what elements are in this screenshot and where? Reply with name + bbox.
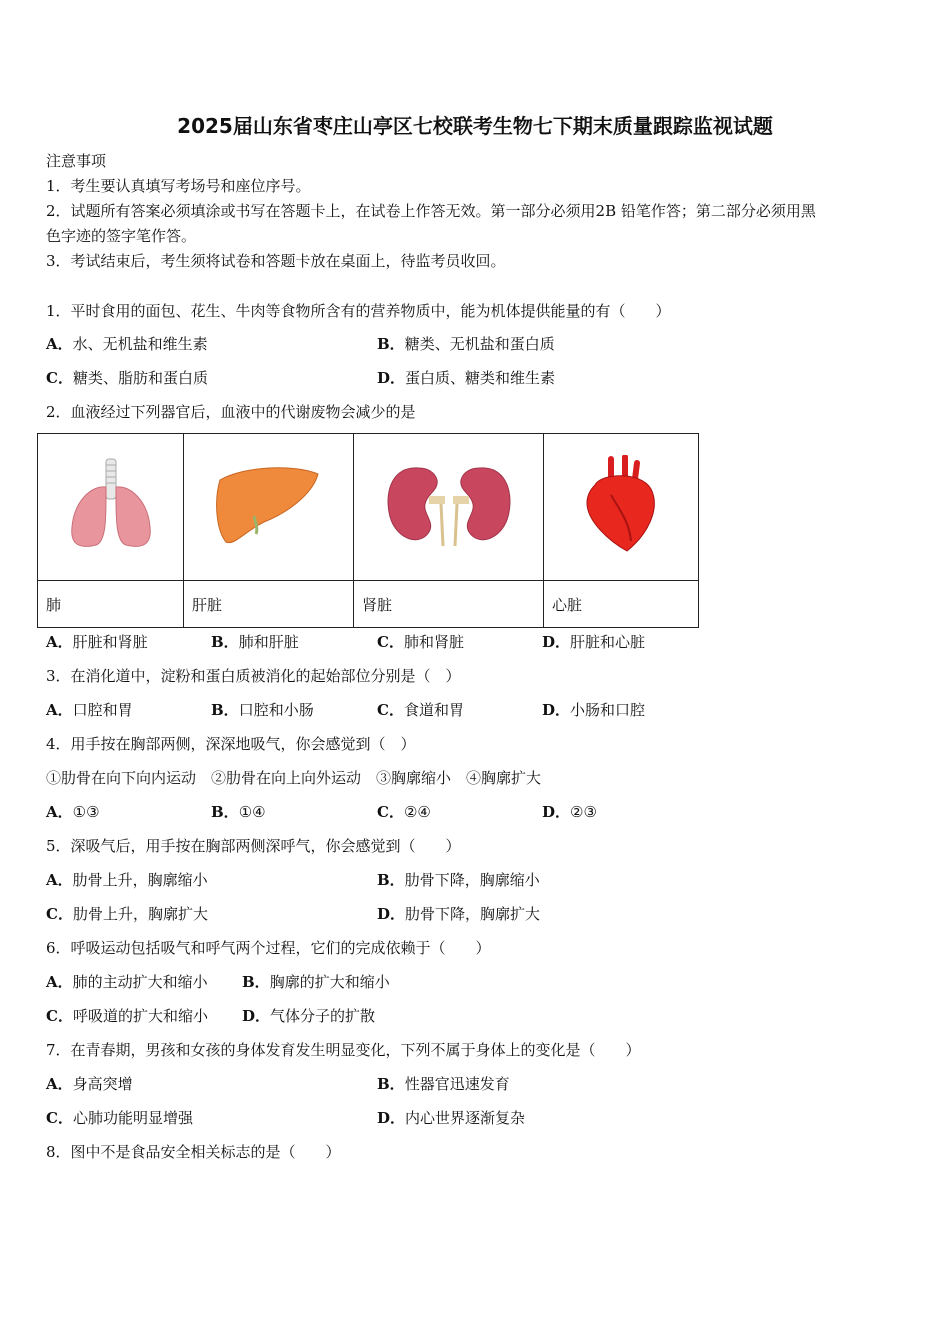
option-a[interactable]: A．肝脏和肾脏	[46, 633, 148, 651]
question-stem: 8．图中不是食品安全相关标志的是（ ）	[46, 1143, 341, 1161]
option-b[interactable]: B．胸廓的扩大和缩小	[242, 973, 390, 991]
option-c[interactable]: C．呼吸道的扩大和缩小	[46, 1007, 208, 1025]
question-stem: 4．用手按在胸部两侧，深深地吸气，你会感觉到（ ）	[46, 735, 416, 753]
option-d[interactable]: D．肝脏和心脏	[542, 633, 646, 651]
notice-item: 1．考生要认真填写考场号和座位序号。	[46, 177, 311, 195]
option-a[interactable]: A．身高突增	[46, 1075, 133, 1093]
question-stem: 1．平时食用的面包、花生、牛肉等食物所含有的营养物质中，能为机体提供能量的有（ ）	[46, 302, 671, 320]
notice-item: 2．试题所有答案必须填涂或书写在答题卡上，在试卷上作答无效。第一部分必须用2B 铅笔作答；第二部分必须用黑	[46, 202, 816, 220]
option-a[interactable]: A．①③	[46, 803, 100, 821]
option-c[interactable]: C．心肺功能明显增强	[46, 1109, 193, 1127]
notice-heading: 注意事项	[46, 152, 107, 170]
option-c[interactable]: C．糖类、脂肪和蛋白质	[46, 369, 208, 387]
question-stem: 3．在消化道中，淀粉和蛋白质被消化的起始部位分别是（ ）	[46, 667, 461, 685]
page-title: 2025届山东省枣庄山亭区七校联考生物七下期末质量跟踪监视试题	[177, 114, 773, 138]
lung-icon	[66, 457, 156, 553]
option-a[interactable]: A．水、无机盐和维生素	[46, 335, 208, 353]
option-d[interactable]: D．肋骨下降，胸廓扩大	[377, 905, 541, 923]
question-statements: ①肋骨在向下向内运动 ②肋骨在向上向外运动 ③胸廓缩小 ④胸廓扩大	[46, 769, 542, 787]
kidney-image-cell	[354, 434, 544, 581]
option-b[interactable]: B．①④	[211, 803, 266, 821]
option-b[interactable]: B．肋骨下降，胸廓缩小	[377, 871, 540, 889]
organ-label-liver: 肝脏	[184, 581, 354, 628]
notice-item: 色字迹的签字笔作答。	[46, 227, 197, 245]
option-a[interactable]: A．肺的主动扩大和缩小	[46, 973, 208, 991]
question-stem: 7．在青春期，男孩和女孩的身体发育发生明显变化，下列不属于身体上的变化是（ ）	[46, 1041, 641, 1059]
option-c[interactable]: C．②④	[377, 803, 431, 821]
organ-label-kidney: 肾脏	[354, 581, 544, 628]
option-b[interactable]: B．口腔和小肠	[211, 701, 314, 719]
organ-label-lung: 肺	[38, 581, 184, 628]
option-a[interactable]: A．肋骨上升，胸廓缩小	[46, 871, 208, 889]
question-stem: 2．血液经过下列器官后，血液中的代谢废物会减少的是	[46, 403, 416, 421]
notice-item: 3．考试结束后，考生须将试卷和答题卡放在桌面上，待监考员收回。	[46, 252, 506, 270]
option-d[interactable]: D．气体分子的扩散	[242, 1007, 376, 1025]
question-stem: 5．深吸气后，用手按在胸部两侧深呼气，你会感觉到（ ）	[46, 837, 461, 855]
option-d[interactable]: D．②③	[542, 803, 597, 821]
liver-icon	[214, 460, 324, 550]
liver-image-cell	[184, 434, 354, 581]
option-b[interactable]: B．性器官迅速发育	[377, 1075, 510, 1093]
option-d[interactable]: D．蛋白质、糖类和维生素	[377, 369, 556, 387]
option-a[interactable]: A．口腔和胃	[46, 701, 133, 719]
lung-image-cell	[38, 434, 184, 581]
option-b[interactable]: B．肺和肝脏	[211, 633, 299, 651]
option-d[interactable]: D．内心世界逐渐复杂	[377, 1109, 526, 1127]
organ-table	[37, 433, 699, 628]
option-d[interactable]: D．小肠和口腔	[542, 701, 646, 719]
option-b[interactable]: B．糖类、无机盐和蛋白质	[377, 335, 555, 353]
option-c[interactable]: C．肋骨上升，胸廓扩大	[46, 905, 208, 923]
organ-label-heart: 心脏	[544, 581, 699, 628]
question-stem: 6．呼吸运动包括吸气和呼气两个过程，它们的完成依赖于（ ）	[46, 939, 491, 957]
option-c[interactable]: C．肺和肾脏	[377, 633, 464, 651]
heart-image-cell	[544, 434, 699, 581]
heart-icon	[581, 455, 661, 555]
option-c[interactable]: C．食道和胃	[377, 701, 464, 719]
kidney-icon	[379, 460, 519, 550]
